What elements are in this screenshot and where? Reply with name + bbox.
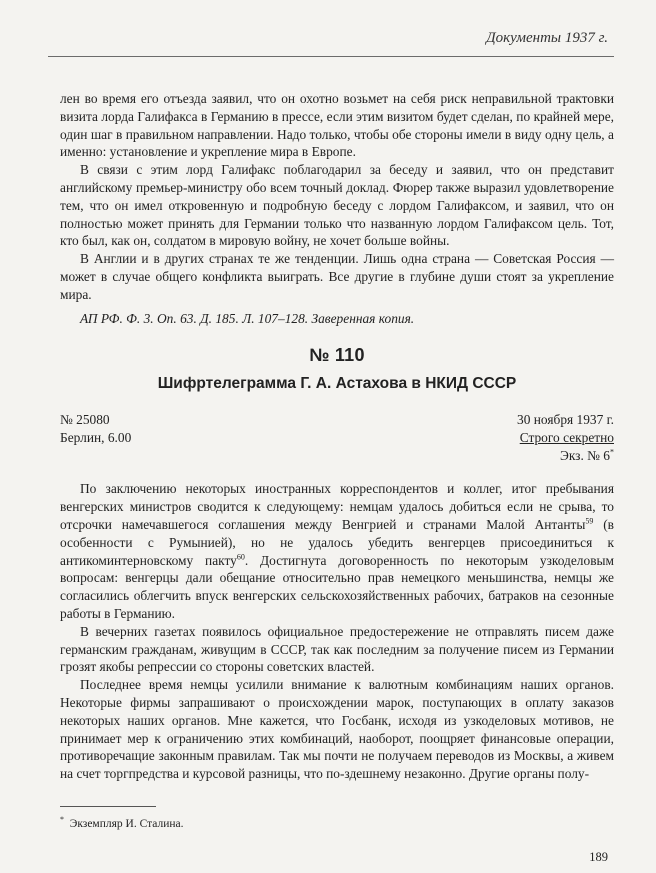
text-run: (в особенности с Румынией), но не удалось убедить венгерцев присоединиться к антикоминтерновскому пакту [60, 516, 614, 568]
text-run: По заключению некоторых иностранных корреспондентов и коллег, итог пребывания венгерских министров сводится к следующему: немцам удалось добиться если не срыва, то отсрочки намечавшегося соглашения между Венгрией и странами Малой Антанты [60, 481, 614, 532]
footnote-rule [60, 806, 156, 807]
header-rule [48, 56, 614, 57]
footnote-ref: 59 [585, 516, 594, 526]
archive-reference: АП РФ. Ф. 3. Оп. 63. Д. 185. Л. 107–128. Заверенная копия. [80, 310, 415, 326]
registration-number: № 25080 [60, 411, 110, 427]
document-date: 30 ноября 1937 г. [517, 411, 614, 427]
place-time: Берлин, 6.00 [60, 429, 132, 445]
page-content [60, 90, 614, 783]
footnote-text: Экземпляр И. Сталина. [69, 818, 184, 830]
document-number: № 110 [309, 345, 365, 366]
running-header [0, 0, 656, 58]
copy-footnote-mark: * [610, 447, 614, 457]
copy-number [60, 447, 614, 465]
page-number: 189 [589, 850, 608, 864]
paragraph [60, 480, 614, 622]
paragraph: Последнее время немцы усилили внимание к валютным комбинациям наших органов. Некоторые фирмы запрашивают о происхождении марок, поступающих в оплату заказов некоторых наших органов. Мне кажется, что Госбанк, исходя из узкоделовых мотивов, не принимает мер к ограничению этих комбинаций, наоборот, поощряет финансовые операции, противоречащие законным правилам. Так мы почти не получаем переводов из Москвы, а живем на счет торгпредства и курсовой разницы, что по-здешнему незаконно. Другие органы полу- [60, 677, 614, 782]
classification-stamp: Строго секретно [519, 429, 614, 445]
document-title: Шифртелеграмма Г. А. Астахова в НКИД СССР [157, 375, 517, 393]
running-head-title: Документы 1937 г. [486, 30, 608, 46]
telegram-body [60, 480, 614, 783]
footnote [60, 815, 184, 830]
copy-label: Экз. № 6 [560, 447, 610, 463]
meta-row-2 [60, 429, 614, 447]
meta-row-1 [60, 411, 614, 429]
text-run: . Достигнута договоренность по некоторым узкоделовым вопросам: венгерцы дали обещание относительно прав немецкого меньшинства, немцы же согласились облегчить впуск венгерских сельскохозяйственных рабочих, батраков на сезонные работы в Германию. [60, 552, 614, 621]
paragraph-continued: лен во время его отъезда заявил, что он охотно возьмет на себя риск неправильной трактовки визита лорда Галифакса в Германию в прессе, если этим визитом будет сделан, по крайней мере, один шаг в правильном направлении. Надо только, чтобы обе стороны имели в виду одну цель, а именно: установление и укрепление мира в Европе. [60, 91, 614, 160]
paragraph: В Англии и в других странах те же тенденции. Лишь одна страна — Советская Россия — может в случае общего конфликта выиграть. Все другие в глубине души стоят за укрепление мира. [60, 251, 614, 302]
footnote-ref: 60 [236, 552, 245, 562]
footnote-mark: * [60, 815, 64, 825]
paragraph: В вечерних газетах появилось официальное предостережение не отправлять писем даже германским гражданам, живущим в СССР, так как последним за получение писем из Германии грозят якобы репрессии со стороны советских властей. [60, 623, 614, 675]
paragraph: В связи с этим лорд Галифакс поблагодарил за беседу и заявил, что он представит английскому премьер-министру обо всем точный доклад. Фюрер также выразил удовлетворение тем, что он имел откровенную и подробную беседу с лордом Галифаксом, и заявил, что он полностью может принять для Германии только что названную лордом Галифаксом цель. Тот, кто был, как он, солдатом в мировую войну, не хочет больше войны. [60, 162, 614, 249]
